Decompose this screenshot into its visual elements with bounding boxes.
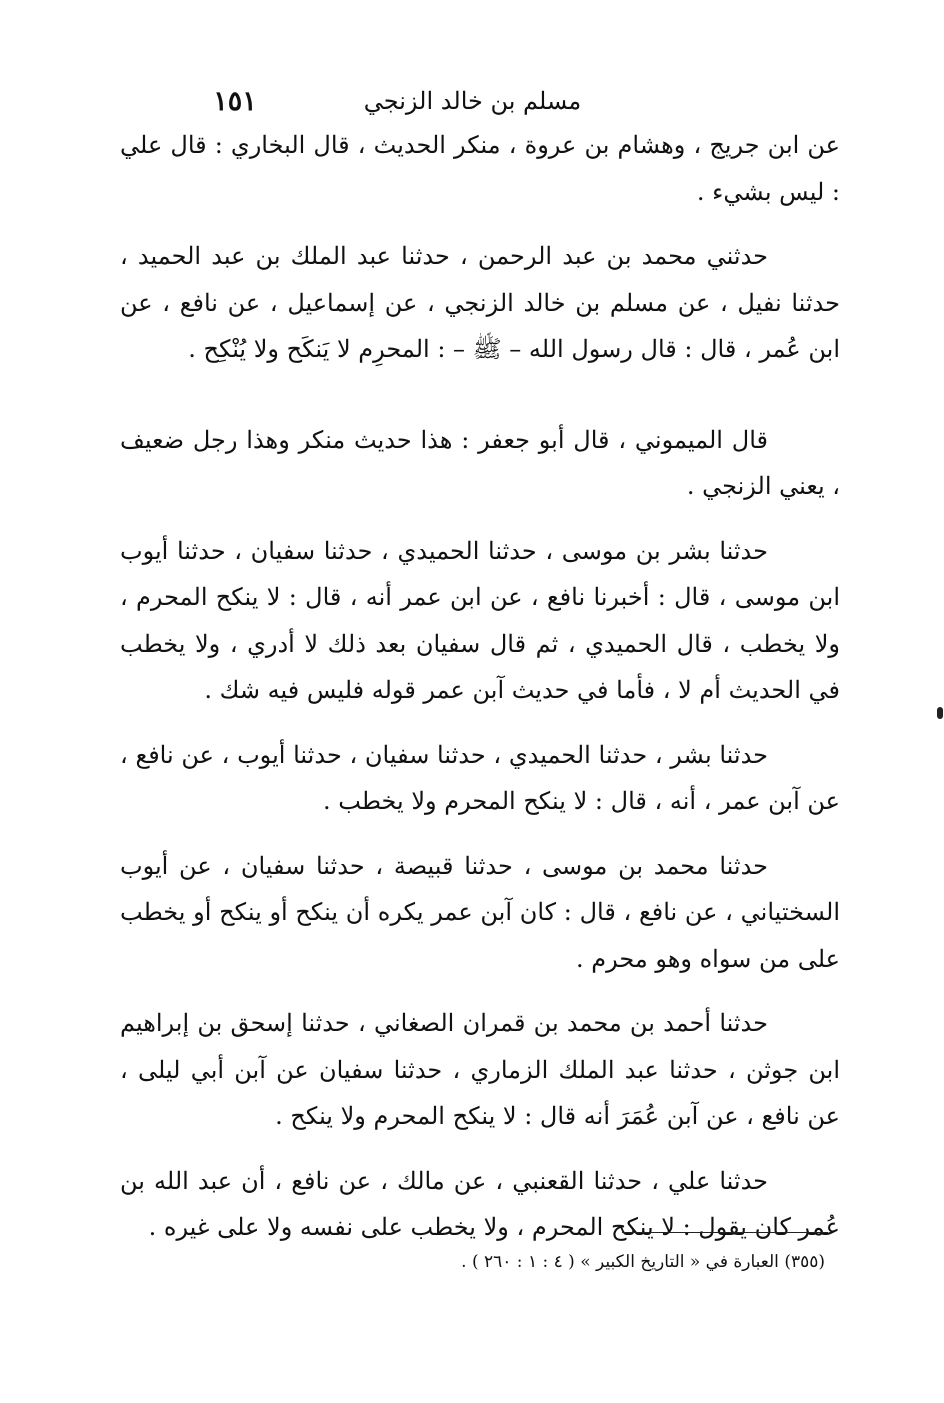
margin-mark [937, 707, 943, 719]
footnote-divider [622, 1232, 828, 1233]
running-header-title: مسلم بن خالد الزنجي [363, 87, 582, 115]
paragraph-5: حدثنا بشر ، حدثنا الحميدي ، حدثنا سفيان ، حدثنا أيوب ، عن نافع ، عن آبن عمر ، أنه ، قال : لا ينكح المحرم ولا يخطب . [120, 740, 840, 815]
paragraph-4: حدثنا بشر بن موسى ، حدثنا الحميدي ، حدثنا سفيان ، حدثنا أيوب ابن موسى ، قال : أخبرنا نافع ، عن ابن عمر أنه ، قال : لا ينكح المحرم ، ولا يخطب ، قال الحميدي ، ثم قال سفيان بعد ذلك لا أدري ، ولا يخطب في الحديث أم لا ، فأما في حديث آبن عمر قوله فليس فيه شك . [120, 536, 840, 704]
page-number: ١٥١ [213, 86, 257, 117]
body-text [120, 122, 840, 1251]
paragraph-7: حدثنا أحمد بن محمد بن قمران الصغاني ، حدثنا إسحق بن إبراهيم ابن جوثن ، حدثنا عبد الملك الزماري ، حدثنا سفيان عن آبن أبي ليلى ، عن نافع ، عن آبن عُمَرَ أنه قال : لا ينكح المحرم ولا ينكح . [120, 1009, 840, 1130]
paragraph-6: حدثنا محمد بن موسى ، حدثنا قبيصة ، حدثنا سفيان ، عن أيوب السختياني ، عن نافع ، قال : كان آبن عمر يكره أن ينكح أو ينكح أو يخطب على من سواه وهو محرم . [120, 851, 840, 973]
paragraph-8: حدثنا علي ، حدثنا القعنبي ، عن مالك ، عن نافع ، أن عبد الله بن عُمر كان يقول : لا ينكح المحرم ، ولا يخطب على نفسه ولا على غيره . [120, 1166, 840, 1241]
footnote: (٣٥٥) العبارة في « التاريخ الكبير » ( ٤ : ١ : ٢٦٠ ) . [461, 1252, 825, 1272]
paragraph-1: عن ابن جريج ، وهشام بن عروة ، منكر الحديث ، قال البخاري : قال علي : ليس بشيء . [120, 131, 840, 206]
paragraph-3: قال الميموني ، قال أبو جعفر : هذا حديث منكر وهذا رجل ضعيف ، يعني الزنجي . [120, 425, 840, 500]
paragraph-2: حدثني محمد بن عبد الرحمن ، حدثنا عبد الملك بن عبد الحميد ، حدثنا نفيل ، عن مسلم بن خالد الزنجي ، عن إسماعيل ، عن نافع ، عن ابن عُمر ، قال : قال رسول الله – ﷺ – : المحرِم لا يَنكَح ولا يُنْكِح . [120, 242, 840, 363]
